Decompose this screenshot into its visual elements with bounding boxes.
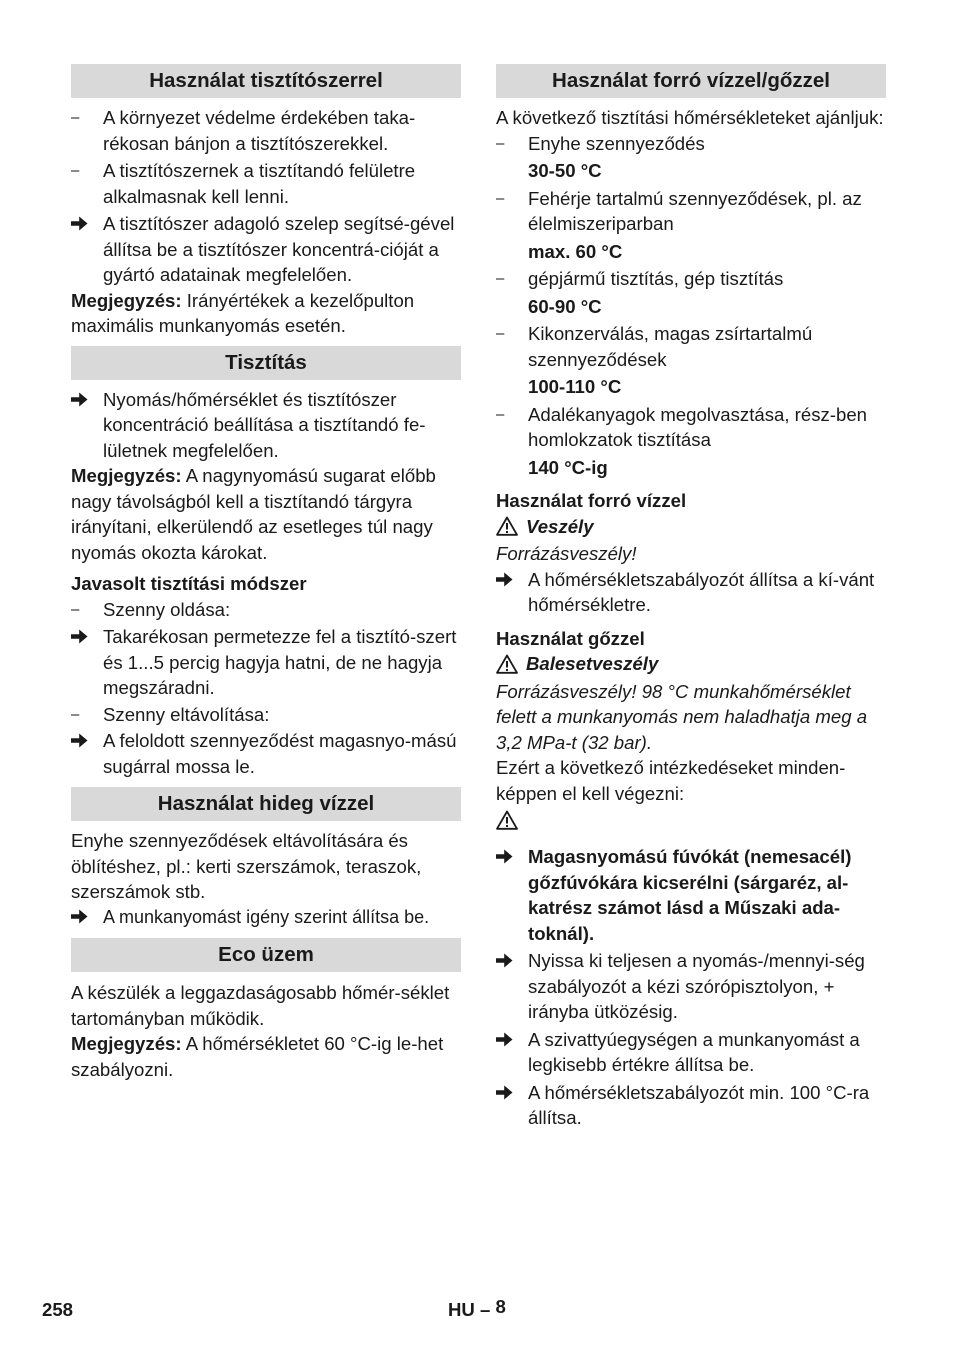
section-heading-hot-water-steam: Használat forró vízzel/gőzzel: [496, 64, 886, 98]
paragraph: A készülék a leggazdaságosabb hőmér-séklet tartományban működik.: [71, 982, 450, 1029]
temperature-value: 100-110 °C: [528, 376, 622, 397]
warning-label: Balesetveszély: [526, 653, 659, 674]
note: [71, 463, 461, 565]
arrow-icon: [496, 948, 520, 974]
warning-text: Forrázásveszély! 98 °C munkahőmérséklet felett a munkanyomás nem haladhatja meg a 3,2 MPa-t (32 bar).: [496, 680, 868, 753]
section-heading-eco: Eco üzem: [71, 938, 461, 972]
arrow-icon: [496, 1027, 520, 1053]
dash-item: [71, 105, 461, 156]
paragraph: Enyhe szennyeződések eltávolítására és öblítéshez, pl.: kerti szerszámok, teraszok, szerszámok stb.: [71, 830, 422, 902]
dash-bullet: –: [71, 109, 80, 126]
arrow-icon: [71, 624, 95, 650]
dash-bullet: –: [71, 162, 80, 179]
note: [71, 288, 461, 339]
item-text: A tisztítószernek a tisztítandó felületre alkalmasnak kell lenni.: [103, 160, 416, 207]
dash-bullet: –: [496, 134, 505, 152]
item-text: Szenny oldása:: [103, 598, 231, 620]
arrow-item: [496, 948, 886, 1025]
dash-bullet: –: [71, 600, 80, 618]
arrow-icon: [71, 728, 95, 754]
dash-bullet: –: [496, 325, 505, 342]
temp-list-item: [496, 131, 886, 157]
arrow-item: [71, 728, 461, 779]
warning-accident: [496, 651, 886, 677]
item-text: Szenny eltávolítása:: [103, 703, 270, 725]
warning-triangle-standalone: [496, 810, 886, 836]
item-text: gépjármű tisztítás, gép tisztítás: [528, 268, 784, 289]
item-text: A munkanyomást igény szerint állítsa be.: [103, 906, 430, 927]
subheading: Javasolt tisztítási módszer: [71, 573, 307, 594]
dash-item: [71, 158, 461, 209]
page-number: 258: [42, 1299, 74, 1320]
arrow-icon: [496, 567, 520, 593]
temp-list-item: [496, 266, 886, 292]
note: [71, 1031, 461, 1082]
right-column: [496, 64, 886, 1131]
note-label: Megjegyzés:: [71, 1033, 182, 1054]
item-text: Magasnyomású fúvókát (nemesacél) gőzfúvókára kicserélni (sárgaréz, al-katrész számot lásd a Műszaki ada-toknál).: [528, 846, 852, 944]
temperature-value: 60-90 °C: [528, 295, 602, 317]
arrow-item: [496, 844, 886, 946]
arrow-item: [71, 211, 461, 288]
item-text: Adalékanyagok megolvasztása, rész-ben homlokzatok tisztítása: [528, 403, 868, 450]
item-text: Nyissa ki teljesen a nyomás-/mennyi-ség szabályozót a kézi szórópisztolyon, + irányba ütközésig.: [528, 950, 865, 1022]
dash-bullet: –: [71, 705, 80, 723]
arrow-icon: [71, 387, 95, 413]
section-heading-cold-water: Használat hideg vízzel: [71, 787, 461, 821]
item-text: Nyomás/hőmérséklet és tisztítószer koncentráció beállítása a tisztítandó fe-lületnek megfelelően.: [103, 388, 426, 461]
item-text: A hőmérsékletszabályozót min. 100 °C-ra állítsa.: [528, 1081, 870, 1128]
warning-triangle-icon: [496, 516, 518, 536]
temp-list-item: [496, 321, 886, 372]
arrow-icon: [496, 844, 520, 870]
item-text: Takarékosan permetezze fel a tisztító-szert és 1...5 percig hagyja hatni, de ne hagyja megszáradni.: [103, 626, 457, 698]
section-heading-cleaning-agent: Használat tisztítószerrel: [71, 64, 461, 98]
arrow-item: [71, 624, 461, 701]
temperature-value: 30-50 °C: [528, 160, 602, 181]
item-text: Fehérje tartalmú szennyeződések, pl. az élelmiszeriparban: [528, 187, 862, 234]
footer-sub-page: 8: [495, 1296, 506, 1317]
item-text: A szivattyúegységen a munkanyomást a legkisebb értékre állítsa be.: [528, 1028, 860, 1075]
item-text: A környezet védelme érdekében taka-rékosan bánjon a tisztítószerekkel.: [103, 107, 416, 154]
warning-triangle-icon: [496, 810, 518, 830]
item-text: Kikonzerválás, magas zsírtartalmú szennyeződések: [528, 323, 813, 370]
paragraph: Ezért a következő intézkedéseket minden-képpen el kell végezni:: [496, 757, 846, 804]
arrow-icon: [496, 1080, 520, 1106]
item-text: Enyhe szennyeződés: [528, 132, 705, 154]
temperature-value: max. 60 °C: [528, 240, 623, 262]
item-text: A hőmérsékletszabályozót állítsa a kí-vánt hőmérsékletre.: [528, 568, 875, 615]
temperature-value: 140 °C-ig: [528, 456, 608, 478]
arrow-icon: [71, 905, 95, 931]
dash-item: [71, 597, 461, 623]
subheading: Használat forró vízzel: [496, 490, 687, 511]
temp-list-item: [496, 402, 886, 453]
dash-bullet: –: [496, 270, 505, 287]
warning-text: Forrázásveszély!: [496, 543, 637, 564]
item-text: A tisztítószer adagoló szelep segítsé-gével állítsa be a tisztítószer koncentrá-cióját a gyártó adatainak megfelelően.: [103, 213, 455, 285]
arrow-item: [71, 905, 461, 931]
note-text: A hőmérsékletet 60 °C-ig le-het szabályozni.: [71, 1033, 444, 1080]
footer-language-page: [448, 1297, 506, 1323]
dash-item: [71, 702, 461, 728]
footer-language: HU: [448, 1299, 475, 1320]
dash-bullet: –: [496, 405, 505, 423]
note-text: Irányértékek a kezelőpulton maximális munkanyomás esetén.: [71, 289, 415, 336]
note-label: Megjegyzés:: [71, 465, 182, 486]
note-label: Megjegyzés:: [71, 289, 182, 311]
paragraph: A következő tisztítási hőmérsékleteket ajánljuk:: [496, 107, 884, 128]
arrow-item: [496, 1080, 886, 1131]
footer-dash: –: [480, 1299, 491, 1320]
item-text: A feloldott szennyeződést magasnyo-mású sugárral mossa le.: [103, 730, 457, 777]
subheading: Használat gőzzel: [496, 627, 645, 649]
arrow-item: [71, 387, 461, 464]
arrow-item: [496, 1027, 886, 1078]
left-column: [71, 64, 461, 1082]
warning-triangle-icon: [496, 654, 518, 674]
note-text: A nagynyomású sugarat előbb nagy távolságból kell a tisztítandó tárgyra irányítani, elkerülendő az esetleges túl nagy nyomás okozta károkat.: [71, 465, 436, 563]
temp-list-item: [496, 186, 886, 237]
warning-danger: [496, 514, 886, 540]
warning-label: Veszély: [526, 515, 594, 537]
dash-bullet: –: [496, 189, 505, 207]
arrow-item: [496, 567, 886, 618]
arrow-icon: [71, 211, 95, 237]
section-heading-cleaning: Tisztítás: [71, 346, 461, 380]
